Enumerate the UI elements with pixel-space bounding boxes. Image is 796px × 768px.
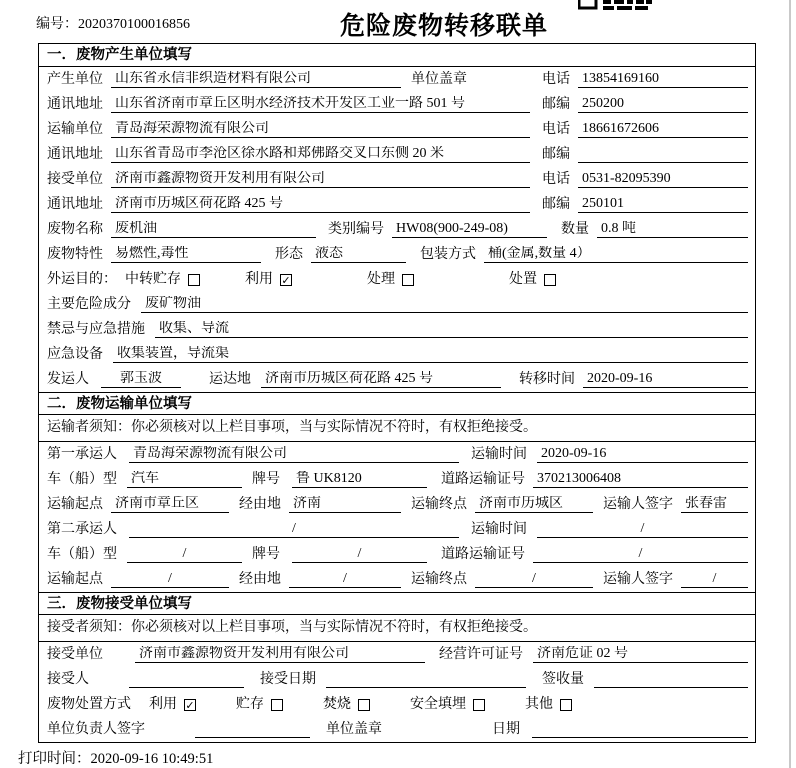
receiver-label: 接受单位 — [47, 172, 103, 187]
print-time-value: 2020-09-16 10:49:51 — [90, 751, 214, 767]
hazard-label: 主要危险成分 — [47, 297, 131, 312]
transport-time-label: 运输时间 — [471, 447, 527, 462]
route-via-value: / — [289, 571, 401, 588]
disposal-method-row — [39, 692, 755, 717]
plate-value: 鲁 UK8120 — [292, 471, 427, 488]
first-carrier-value: 青岛海荣源物流有限公司 — [129, 446, 459, 463]
category-label: 类别编号 — [328, 222, 384, 237]
serial-value: 2020370100016856 — [78, 17, 190, 32]
route-end-label: 运输终点 — [411, 497, 467, 512]
producer-value: 山东省永信非织造材料有限公司 — [111, 71, 401, 88]
print-time-label: 打印时间： — [18, 751, 91, 767]
carrier-signature-value: 张春雷 — [681, 496, 748, 513]
dispatcher-row — [39, 367, 755, 392]
form-state-value: 液态 — [311, 246, 406, 263]
receiver-phone-value: 0531-82095390 — [578, 171, 748, 188]
disposal-option-other — [525, 697, 572, 713]
route-via-label: 经由地 — [239, 572, 281, 587]
document-header — [0, 0, 796, 43]
responsible-signature-value — [195, 722, 310, 738]
accept-unit-label: 接受单位 — [47, 647, 103, 662]
address-label: 通讯地址 — [47, 97, 103, 112]
checkbox-icon — [188, 274, 200, 286]
vehicle-type-value: / — [127, 546, 242, 563]
contraindication-value: 收集、导流 — [155, 321, 748, 338]
accept-unit-row — [39, 642, 755, 667]
road-license-label: 道路运输证号 — [441, 472, 525, 487]
waste-name-row — [39, 217, 755, 242]
carrier-signature-label: 运输人签字 — [603, 572, 673, 587]
section3-header: 三．废物接受单位填写 — [39, 592, 755, 615]
vehicle2-row — [39, 542, 755, 567]
transfer-time-label: 转移时间 — [519, 372, 575, 387]
carrier-signature-value: / — [681, 571, 748, 588]
producer-address-value: 山东省济南市章丘区明水经济技术开发区工业一路 501 号 — [111, 96, 530, 113]
checkbox-checked-icon: ✓ — [281, 274, 291, 287]
checkbox-checked-icon: ✓ — [185, 699, 195, 712]
vehicle1-row — [39, 467, 755, 492]
producer-address-row — [39, 92, 755, 117]
checkbox-icon — [271, 699, 283, 711]
disposal-option-storage — [236, 697, 283, 713]
phone-label: 电话 — [542, 72, 570, 87]
producer-label: 产生单位 — [47, 72, 103, 87]
option-label: 利用 — [245, 272, 273, 287]
receiver-unit-row — [39, 167, 755, 192]
purpose-option-treat — [367, 272, 414, 288]
producer-unit-row — [39, 67, 755, 92]
checkbox-icon — [473, 699, 485, 711]
page-title: 危险废物转移联单 — [339, 13, 548, 40]
qr-code-fragment-icon — [578, 0, 652, 11]
responsible-signature-label: 单位负责人签字 — [47, 722, 145, 737]
emergency-equipment-row — [39, 342, 755, 367]
manifest-form — [38, 43, 756, 743]
carrier-signature-label: 运输人签字 — [603, 497, 673, 512]
option-label: 处置 — [509, 272, 537, 287]
section1-header: 一．废物产生单位填写 — [39, 44, 755, 67]
unit-seal-label: 单位盖章 — [326, 722, 382, 737]
accept-date-label: 接受日期 — [260, 672, 316, 687]
responsible-signature-row — [39, 717, 755, 742]
waste-name-value: 废机油 — [111, 221, 316, 238]
route-via-value: 济南 — [289, 496, 401, 513]
transporter-value: 青岛海荣源物流有限公司 — [111, 121, 530, 138]
transporter-unit-row — [39, 117, 755, 142]
route-start-label: 运输起点 — [47, 572, 103, 587]
disposal-option-landfill — [410, 697, 485, 713]
transporter-address-row — [39, 142, 755, 167]
serial-label: 编号： — [36, 17, 78, 32]
receiver-notice: 接受者须知：你必须核对以上栏目事项，当与实际情况不符时，有权拒绝接受。 — [39, 615, 755, 642]
vehicle-type-value: 汽车 — [127, 471, 242, 488]
transporter-phone-value: 18661672606 — [578, 121, 748, 138]
contraindication-label: 禁忌与应急措施 — [47, 322, 145, 337]
received-amount-value — [594, 672, 748, 688]
producer-zip-value: 250200 — [578, 96, 748, 113]
checkbox-icon — [358, 699, 370, 711]
phone-label: 电话 — [542, 172, 570, 187]
transporter-label: 运输单位 — [47, 122, 103, 137]
unit-seal-label: 单位盖章 — [411, 72, 467, 87]
receiver-address-value: 济南市历城区荷花路 425 号 — [111, 196, 530, 213]
transfer-time-value: 2020-09-16 — [583, 371, 748, 388]
disposal-option-incinerate — [323, 697, 370, 713]
print-time — [18, 747, 213, 768]
first-carrier-row — [39, 442, 755, 467]
destination-label: 运达地 — [209, 372, 251, 387]
page-edge-line — [789, 0, 791, 768]
checkbox-icon — [544, 274, 556, 286]
section2-header: 二．废物运输单位填写 — [39, 392, 755, 415]
route-start-value: / — [111, 571, 229, 588]
purpose-option-dispose — [509, 272, 556, 288]
vehicle-type-label: 车（船）型 — [47, 547, 117, 562]
checkbox-icon — [560, 699, 572, 711]
equipment-label: 应急设备 — [47, 347, 103, 362]
route2-row — [39, 567, 755, 592]
second-carrier-value: / — [129, 521, 459, 538]
acceptor-row — [39, 667, 755, 692]
option-label: 其他 — [525, 697, 553, 712]
dispatcher-label: 发运人 — [47, 372, 89, 387]
receiver-value: 济南市鑫源物资开发利用有限公司 — [111, 171, 530, 188]
accept-date-value — [326, 672, 526, 688]
route-via-label: 经由地 — [239, 497, 281, 512]
category-value: HW08(900-249-08) — [392, 221, 547, 238]
disposal-method-label: 废物处置方式 — [47, 697, 131, 712]
zip-label: 邮编 — [542, 97, 570, 112]
purpose-option-utilize — [245, 272, 292, 288]
transporter-zip-value — [578, 147, 748, 163]
dispatcher-value: 郭玉波 — [101, 371, 181, 388]
hazard-value: 废矿物油 — [141, 296, 748, 313]
second-carrier-row — [39, 517, 755, 542]
second-carrier-label: 第二承运人 — [47, 522, 117, 537]
quantity-value: 0.8 吨 — [597, 221, 748, 238]
option-label: 利用 — [149, 697, 177, 712]
acceptor-value — [129, 672, 244, 688]
road-license-label: 道路运输证号 — [441, 547, 525, 562]
packing-label: 包装方式 — [420, 247, 476, 262]
equipment-value: 收集装置，导流渠 — [113, 346, 748, 363]
transfer-purpose-row — [39, 267, 755, 292]
acceptor-label: 接受人 — [47, 672, 89, 687]
date-value — [532, 722, 748, 738]
date-label: 日期 — [492, 722, 520, 737]
transport-time-value: / — [537, 521, 748, 538]
accept-unit-value: 济南市鑫源物资开发利用有限公司 — [135, 646, 425, 663]
zip-label: 邮编 — [542, 147, 570, 162]
business-license-label: 经营许可证号 — [439, 647, 523, 662]
producer-phone-value: 13854169160 — [578, 71, 748, 88]
option-label: 安全填埋 — [410, 697, 466, 712]
contraindication-row — [39, 317, 755, 342]
vehicle-type-label: 车（船）型 — [47, 472, 117, 487]
plate-label: 牌号 — [252, 547, 280, 562]
option-label: 处理 — [367, 272, 395, 287]
waste-property-value: 易燃性,毒性 — [111, 246, 261, 263]
received-amount-label: 签收量 — [542, 672, 584, 687]
option-label: 焚烧 — [323, 697, 351, 712]
disposal-option-utilize — [149, 697, 196, 713]
transporter-notice: 运输者须知：你必须核对以上栏目事项，当与实际情况不符时，有权拒绝接受。 — [39, 415, 755, 442]
waste-property-row — [39, 242, 755, 267]
plate-value: / — [292, 546, 427, 563]
purpose-option-transfer-storage — [125, 272, 200, 288]
checkbox-icon — [402, 274, 414, 286]
address-label: 通讯地址 — [47, 147, 103, 162]
packing-value: 桶(金属,数量 4） — [484, 246, 748, 263]
receiver-zip-value: 250101 — [578, 196, 748, 213]
first-carrier-label: 第一承运人 — [47, 447, 117, 462]
transport-time-value: 2020-09-16 — [537, 446, 748, 463]
form-state-label: 形态 — [275, 247, 303, 262]
option-label: 贮存 — [236, 697, 264, 712]
waste-name-label: 废物名称 — [47, 222, 103, 237]
address-label: 通讯地址 — [47, 197, 103, 212]
business-license-value: 济南危证 02 号 — [533, 646, 748, 663]
phone-label: 电话 — [542, 122, 570, 137]
quantity-label: 数量 — [561, 222, 589, 237]
route-end-value: / — [475, 571, 593, 588]
destination-value: 济南市历城区荷花路 425 号 — [261, 371, 501, 388]
option-label: 中转贮存 — [125, 272, 181, 287]
route1-row — [39, 492, 755, 517]
purpose-label: 外运目的： — [47, 272, 117, 287]
route-start-value: 济南市章丘区 — [111, 496, 229, 513]
road-license-value: 370213006408 — [533, 471, 748, 488]
route-start-label: 运输起点 — [47, 497, 103, 512]
receiver-address-row — [39, 192, 755, 217]
transport-time-label: 运输时间 — [471, 522, 527, 537]
road-license-value: / — [533, 546, 748, 563]
waste-property-label: 废物特性 — [47, 247, 103, 262]
hazard-component-row — [39, 292, 755, 317]
zip-label: 邮编 — [542, 197, 570, 212]
transporter-address-value: 山东省青岛市李沧区徐水路和郑佛路交叉口东侧 20 米 — [111, 146, 530, 163]
route-end-value: 济南市历城区 — [475, 496, 593, 513]
plate-label: 牌号 — [252, 472, 280, 487]
route-end-label: 运输终点 — [411, 572, 467, 587]
